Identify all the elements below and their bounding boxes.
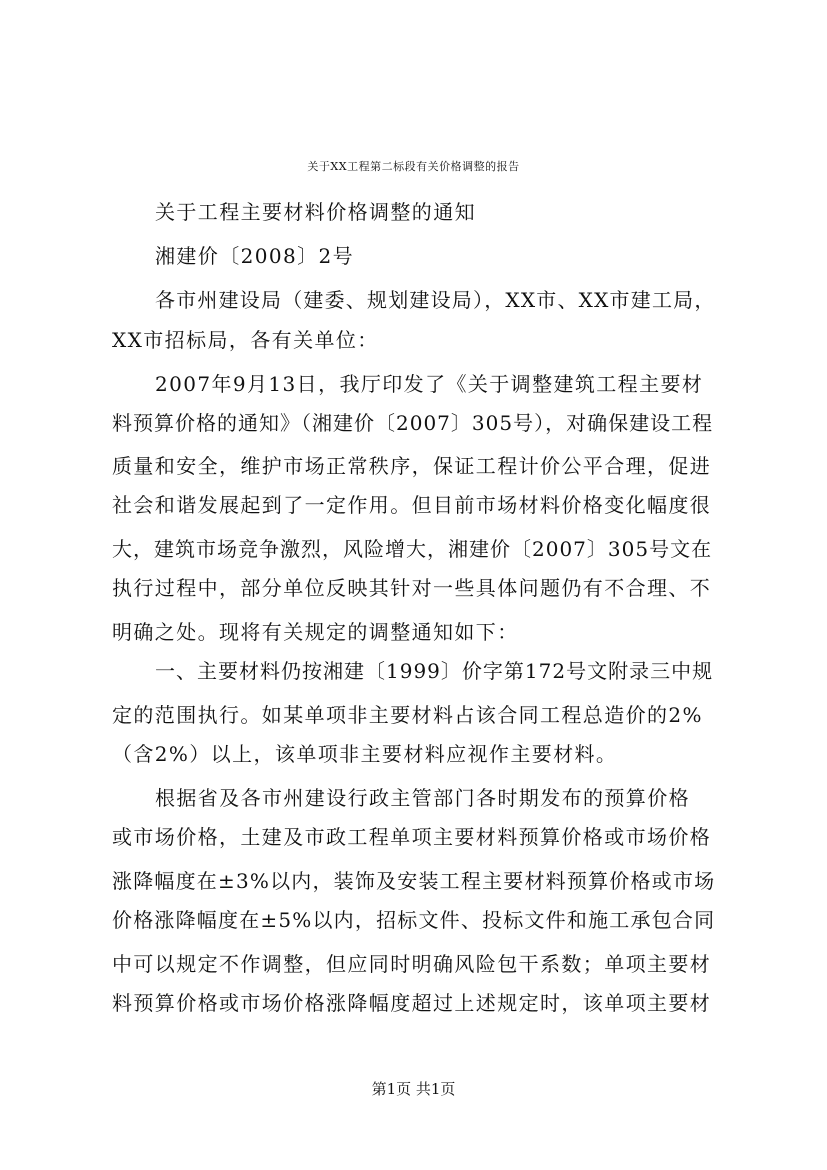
paragraph-line: 中可以规定不作调整，但应同时明确风险包干系数；单项主要材 (112, 952, 712, 976)
paragraph-line: 定的范围执行。如某单项非主要材料占该合同工程总造价的2% (112, 703, 703, 727)
paragraph-line: 关于工程主要材料价格调整的通知 (155, 200, 476, 224)
paragraph-line: XX市招标局，各有关单位： (112, 328, 379, 352)
paragraph-line: 料预算价格或市场价格涨降幅度超过上述规定时，该单项主要材 (112, 991, 712, 1015)
paragraph-line: 一、主要材料仍按湘建〔1999〕价字第172号文附录三中规 (155, 659, 714, 683)
page-number-footer: 第1页 共1页 (371, 1080, 456, 1098)
paragraph-line: 质量和安全，维护市场正常秩序，保证工程计价公平合理，促进 (112, 454, 712, 478)
paragraph-line: 大，建筑市场竞争激烈，风险增大，湘建价〔2007〕305号文在 (112, 537, 713, 561)
paragraph-line: 湘建价〔2008〕2号 (155, 244, 355, 268)
paragraph-line: 2007年9月13日，我厅印发了《关于调整建筑工程主要材 (155, 372, 704, 396)
paragraph-line: 价格涨降幅度在±5%以内，招标文件、投标文件和施工承包合同 (112, 908, 716, 932)
paragraph-line: 明确之处。现将有关规定的调整通知如下： (112, 620, 519, 644)
paragraph-line: 社会和谐发展起到了一定作用。但目前市场材料价格变化幅度很 (112, 493, 712, 517)
paragraph-line: 根据省及各市州建设行政主管部门各时期发布的预算价格 (155, 786, 690, 810)
paragraph-line: 涨降幅度在±3%以内，装饰及安装工程主要材料预算价格或市场 (112, 869, 716, 893)
document-title: 关于XX工程第二标段有关价格调整的报告 (307, 160, 520, 173)
paragraph-line: 执行过程中，部分单位反映其针对一些具体问题仍有不合理、不 (112, 576, 712, 600)
paragraph-line: （含2%）以上，该单项非主要材料应视作主要材料。 (112, 742, 618, 766)
paragraph-line: 或市场价格，土建及市政工程单项主要材料预算价格或市场价格 (112, 825, 712, 849)
paragraph-line: 各市州建设局（建委、规划建设局），XX市、XX市建工局， (155, 288, 716, 312)
paragraph-line: 料预算价格的通知》（湘建价〔2007〕305号），对确保建设工程 (112, 411, 714, 435)
